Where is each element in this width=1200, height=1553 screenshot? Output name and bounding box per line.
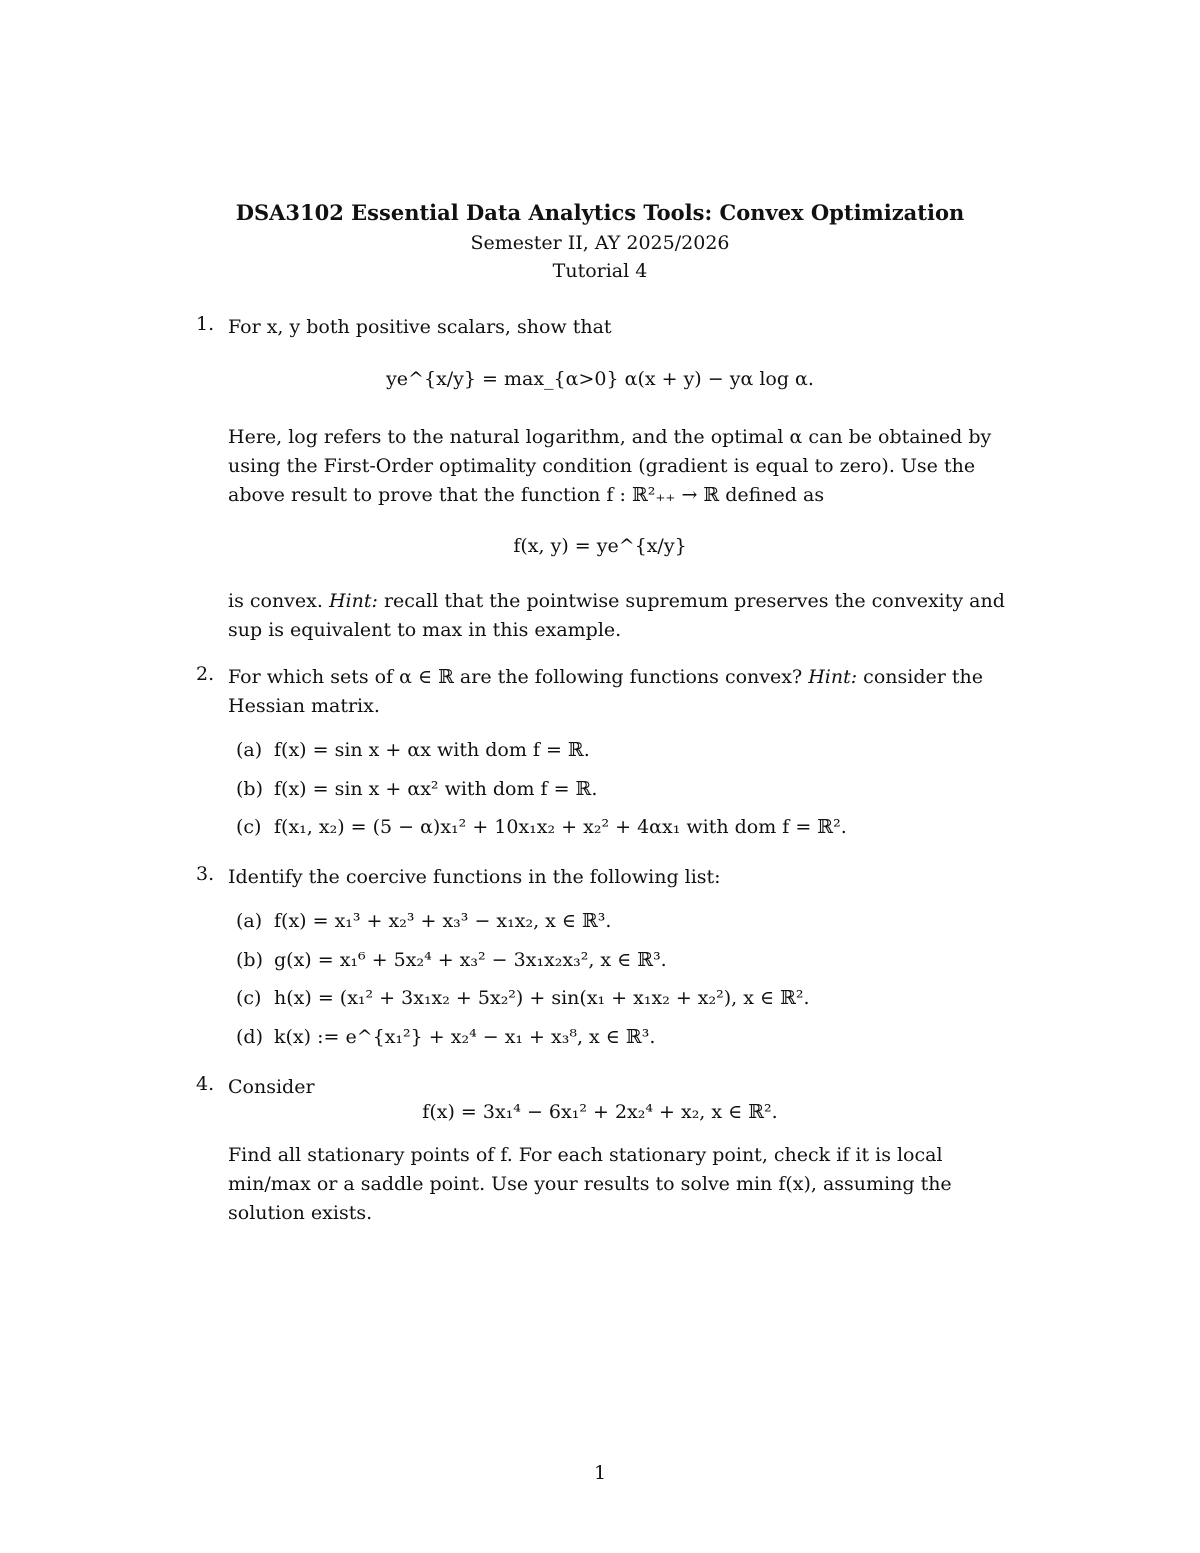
- tutorial-line: Tutorial 4: [552, 260, 648, 282]
- question-4-number: 4.: [196, 1073, 215, 1095]
- question-1-equation-2: f(x, y) = ye^{x/y}: [513, 535, 687, 557]
- q1-conclusion-rest: recall that the pointwise supremum preserves the convexity and sup is equivalent to max in this example.: [228, 590, 1005, 641]
- question-4-body: Find all stationary points of f. For each stationary point, check if it is local min/max or a saddle point. Use your results to solve min f(x), assuming the solution exists.: [228, 1144, 952, 1224]
- item-label: (c): [236, 987, 262, 1009]
- item-label: (a): [236, 910, 263, 932]
- document-title: DSA3102 Essential Data Analytics Tools: Convex Optimization: [235, 200, 965, 225]
- item-text: f(x) = sin x + αx² with dom f = ℝ.: [274, 778, 598, 800]
- question-3-item: [236, 949, 667, 971]
- question-4-equation: f(x) = 3x₁⁴ − 6x₁² + 2x₂⁴ + x₂, x ∈ ℝ².: [422, 1101, 778, 1123]
- question-2-item: [236, 739, 590, 761]
- item-label: (c): [236, 816, 262, 838]
- question-4-intro: Consider: [228, 1076, 315, 1098]
- question-1-body: Here, log refers to the natural logarithm, and the optimal α can be obtained by using the First-Order optimality condition (gradient is equal to zero). Use the above result to prove that the function f : ℝ²₊₊ → ℝ defined as: [228, 426, 992, 506]
- q1-hint-label: Hint:: [328, 590, 378, 612]
- item-text: f(x₁, x₂) = (5 − α)x₁² + 10x₁x₂ + x₂² + 4αx₁ with dom f = ℝ².: [274, 816, 847, 838]
- question-2-number: 2.: [196, 663, 215, 685]
- item-text: k(x) := e^{x₁²} + x₂⁴ − x₁ + x₃⁸, x ∈ ℝ³.: [274, 1026, 656, 1048]
- question-3-item: [236, 910, 611, 932]
- item-text: g(x) = x₁⁶ + 5x₂⁴ + x₃² − 3x₁x₂x₃², x ∈ ℝ³.: [274, 949, 667, 971]
- item-label: (b): [236, 778, 263, 800]
- q2-hint-label: Hint:: [808, 666, 858, 688]
- item-text: f(x) = x₁³ + x₂³ + x₃³ − x₁x₂, x ∈ ℝ³.: [274, 910, 612, 932]
- item-text: h(x) = (x₁² + 3x₁x₂ + 5x₂²) + sin(x₁ + x₁x₂ + x₂²), x ∈ ℝ².: [274, 987, 810, 1009]
- item-label: (b): [236, 949, 263, 971]
- q2-text-rest: consider the Hessian matrix.: [228, 666, 983, 717]
- question-3-item: [236, 987, 810, 1009]
- item-text: f(x) = sin x + αx with dom f = ℝ.: [274, 739, 590, 761]
- question-1-equation-1: ye^{x/y} = max_{α>0} α(x + y) − yα log α.: [386, 368, 814, 390]
- q1-conclusion-start: is convex.: [228, 590, 323, 612]
- item-label: (d): [236, 1026, 263, 1048]
- item-label: (a): [236, 739, 263, 761]
- question-1-conclusion: [228, 587, 1008, 645]
- question-2-item: [236, 778, 597, 800]
- page-number: 1: [593, 1462, 607, 1484]
- question-2-text: [228, 663, 1008, 721]
- question-3-item: [236, 1026, 655, 1048]
- question-3-text: Identify the coercive functions in the following list:: [228, 866, 721, 888]
- question-3-number: 3.: [196, 863, 215, 885]
- question-2-item: [236, 816, 847, 838]
- question-1-number: 1.: [196, 313, 215, 335]
- q2-text-start: For which sets of α ∈ ℝ are the following functions convex?: [228, 666, 803, 688]
- semester-line: Semester II, AY 2025/2026: [470, 232, 730, 254]
- question-1-intro: For x, y both positive scalars, show that: [228, 316, 612, 338]
